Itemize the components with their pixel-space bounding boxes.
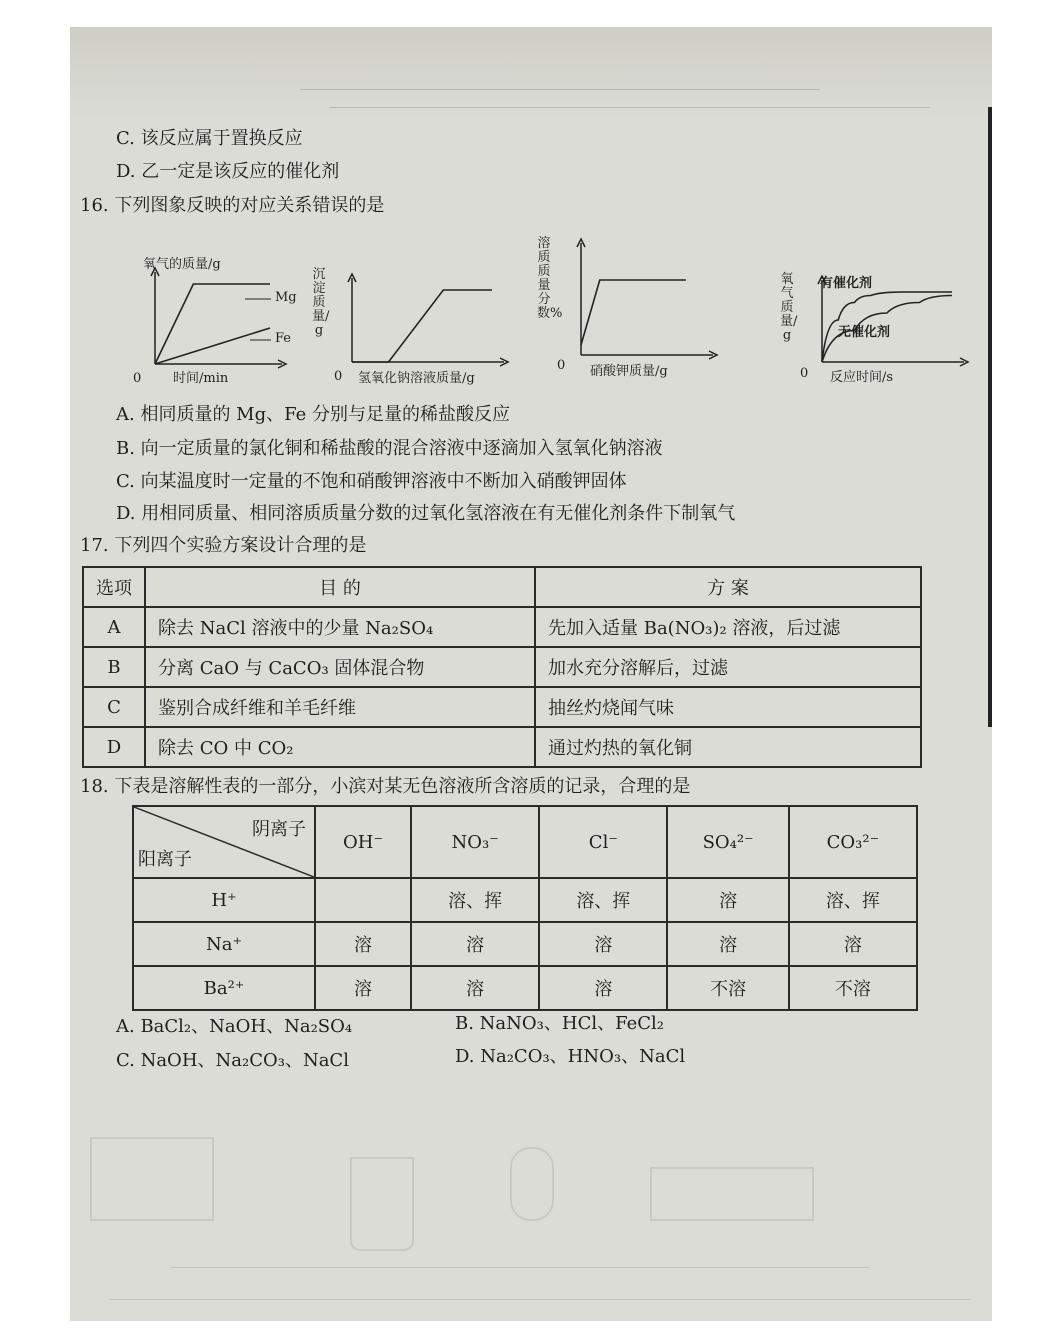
q18-option-c: C. NaOH、Na₂CO₃、NaCl [116, 1050, 349, 1071]
series-line-1 [352, 290, 492, 362]
series-line-2 [155, 328, 270, 364]
table-row [83, 727, 921, 767]
q18-anion-header: NO₃⁻ [411, 806, 539, 878]
q18-anion-header: OH⁻ [315, 806, 411, 878]
chart-1-ylabel: 氧气的质量/g [143, 257, 221, 272]
chart-3-ylabel: 溶质质量分数% [537, 236, 563, 321]
show-through-line [300, 89, 820, 90]
q15-option-c: C. 该反应属于置换反应 [116, 128, 303, 149]
show-through-line [110, 1299, 970, 1300]
show-through-line [330, 107, 930, 108]
table-row [83, 647, 921, 687]
q18-cell: 不溶 [667, 966, 788, 1010]
q16-option-d: D. 用相同质量、相同溶质质量分数的过氧化氢溶液在有无催化剂条件下制氧气 [116, 503, 736, 524]
show-through-apparatus [90, 1137, 214, 1221]
chart-1-series-fe-label: Fe [275, 331, 292, 346]
series-line-1 [155, 284, 270, 364]
chart-3-xlabel: 硝酸钾质量/g [590, 364, 668, 379]
q17-row-purpose: 除去 NaCl 溶液中的少量 Na₂SO₄ [145, 607, 535, 647]
q18-cell: 溶、挥 [411, 878, 539, 922]
page-edge-shadow [988, 107, 992, 727]
q18-option-a: A. BaCl₂、NaOH、Na₂SO₄ [116, 1016, 353, 1037]
chart-1-series-mg-label: Mg [275, 290, 297, 305]
q17-row-plan: 抽丝灼烧闻气味 [535, 687, 921, 727]
chart-4-ylabel: 氧气质量/g [780, 272, 798, 343]
q16-option-a: A. 相同质量的 Mg、Fe 分别与足量的稀盐酸反应 [116, 404, 510, 425]
q18-cell [315, 878, 411, 922]
q16-option-b: B. 向一定质量的氯化铜和稀盐酸的混合溶液中逐滴加入氢氧化钠溶液 [116, 438, 663, 459]
q17-row-plan: 先加入适量 Ba(NO₃)₂ 溶液，后过滤 [535, 607, 921, 647]
q17-header-purpose: 目 的 [145, 567, 535, 607]
q18-solubility-table [132, 805, 918, 1011]
show-through-apparatus [510, 1147, 554, 1221]
q18-anion-header: CO₃²⁻ [789, 806, 917, 878]
table-row [133, 922, 917, 966]
q18-option-d: D. Na₂CO₃、HNO₃、NaCl [455, 1046, 686, 1067]
q17-table [82, 566, 922, 768]
q17-row-key: D [83, 727, 145, 767]
chart-3-origin: 0 [557, 358, 566, 373]
table-row [83, 607, 921, 647]
show-through-apparatus [650, 1167, 814, 1221]
q16-option-c: C. 向某温度时一定量的不饱和硝酸钾溶液中不断加入硝酸钾固体 [116, 471, 627, 492]
chart-4 [778, 267, 978, 402]
table-row [83, 687, 921, 727]
q17-row-key: B [83, 647, 145, 687]
q18-cell: 溶 [667, 922, 788, 966]
q17-row-key: A [83, 607, 145, 647]
chart-2 [310, 262, 530, 397]
chart-2-ylabel: 沉淀质量/g [312, 267, 330, 338]
q18-cell: 溶 [411, 966, 539, 1010]
q18-cation: Na⁺ [133, 922, 315, 966]
table-row [133, 966, 917, 1010]
chart-1-origin: 0 [133, 371, 142, 386]
q17-row-purpose: 鉴别合成纤维和羊毛纤维 [145, 687, 535, 727]
q17-header-key: 选项 [83, 567, 145, 607]
q18-option-b: B. NaNO₃、HCl、FeCl₂ [455, 1013, 665, 1034]
q16-stem: 16. 下列图象反映的对应关系错误的是 [80, 195, 385, 216]
chart-4-series-cat-label: 有催化剂 [820, 276, 873, 291]
q17-row-purpose: 除去 CO 中 CO₂ [145, 727, 535, 767]
q18-cell: 溶、挥 [539, 878, 667, 922]
q18-cell: 不溶 [789, 966, 917, 1010]
chart-4-xlabel: 反应时间/s [830, 370, 894, 385]
q18-corner-anion: 阴离子 [252, 819, 306, 840]
show-through-apparatus [350, 1157, 414, 1251]
q18-cell: 溶 [667, 878, 788, 922]
chart-2-origin: 0 [334, 369, 343, 384]
q18-anion-header: SO₄²⁻ [667, 806, 788, 878]
q18-cell: 溶 [789, 922, 917, 966]
q18-cell: 溶 [539, 922, 667, 966]
q18-cation: H⁺ [133, 878, 315, 922]
q18-corner-cell [133, 806, 315, 878]
q17-stem: 17. 下列四个实验方案设计合理的是 [80, 535, 367, 556]
chart-1-xlabel: 时间/min [173, 371, 229, 386]
series-line-1 [581, 280, 686, 345]
q18-header-row [133, 806, 917, 878]
q18-corner-cation: 阳离子 [138, 849, 192, 870]
q17-row-key: C [83, 687, 145, 727]
q18-cell: 溶 [539, 966, 667, 1010]
q18-stem: 18. 下表是溶解性表的一部分，小滨对某无色溶液所含溶质的记录，合理的是 [80, 776, 691, 797]
q15-option-d: D. 乙一定是该反应的催化剂 [116, 161, 340, 182]
q17-header-plan: 方 案 [535, 567, 921, 607]
q17-row-plan: 加水充分溶解后，过滤 [535, 647, 921, 687]
exam-page [70, 27, 992, 1321]
q17-row-purpose: 分离 CaO 与 CaCO₃ 固体混合物 [145, 647, 535, 687]
chart-3 [535, 237, 735, 402]
chart-1 [125, 252, 330, 397]
table-row [133, 878, 917, 922]
q18-cell: 溶、挥 [789, 878, 917, 922]
chart-4-origin: 0 [800, 366, 809, 381]
q18-cell: 溶 [411, 922, 539, 966]
q17-row-plan: 通过灼热的氧化铜 [535, 727, 921, 767]
chart-4-series-nocat-label: 无催化剂 [838, 325, 891, 340]
show-through-line [170, 1267, 870, 1268]
q18-cation: Ba²⁺ [133, 966, 315, 1010]
q17-header-row [83, 567, 921, 607]
q18-cell: 溶 [315, 922, 411, 966]
q18-anion-header: Cl⁻ [539, 806, 667, 878]
chart-2-xlabel: 氢氧化钠溶液质量/g [358, 371, 475, 386]
q18-cell: 溶 [315, 966, 411, 1010]
